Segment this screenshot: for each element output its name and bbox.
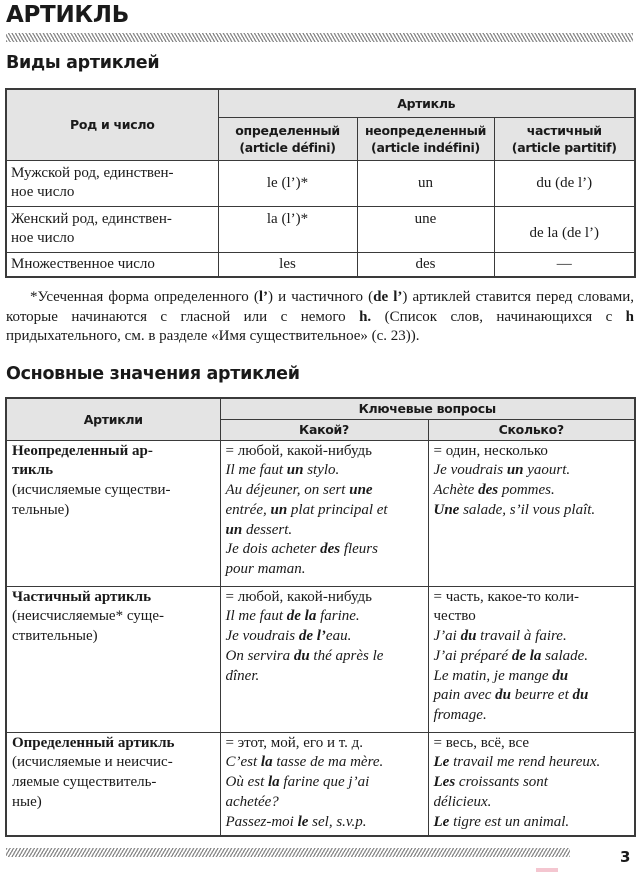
example-text: J’ai — [433, 628, 461, 645]
example-sentence — [226, 667, 424, 687]
meaning: = весь, всё, все — [433, 734, 530, 751]
table-row — [6, 160, 635, 206]
table-row — [6, 440, 635, 586]
how-many-cell — [428, 586, 635, 732]
row-label-line: ное число — [11, 230, 75, 246]
article-note: (неисчисляемые* суще- — [12, 608, 164, 625]
examples — [434, 627, 631, 726]
cell-definite: le (l’)* — [218, 160, 357, 206]
example-sentence — [434, 501, 631, 521]
example-text: stylo. — [303, 462, 340, 479]
example-text: C’est — [225, 754, 261, 771]
header-gender-number: Род и число — [6, 89, 218, 160]
header-partitive — [494, 117, 635, 160]
article-meanings-table — [5, 397, 636, 837]
which-cell — [220, 732, 428, 836]
article-highlight: du — [552, 667, 569, 684]
article-highlight: de la — [286, 608, 317, 625]
article-highlight: le — [297, 813, 309, 830]
article-highlight: Les — [433, 774, 456, 791]
meaning: = любой, какой-нибудь — [225, 588, 372, 605]
article-note: ляемые существитель- — [12, 774, 157, 791]
example-text: farine. — [316, 608, 360, 625]
section-title-article-types: Виды артиклей — [6, 53, 160, 73]
example-sentence — [434, 481, 631, 501]
example-sentence — [434, 793, 631, 813]
article-highlight: du — [495, 687, 511, 704]
example-text: Passez-moi — [225, 813, 298, 830]
meaning: = один, несколько — [433, 442, 548, 459]
example-text: Au déjeuner, on sert — [225, 482, 350, 499]
article-highlight: de l’ — [298, 628, 326, 645]
table-row — [6, 252, 635, 277]
article-note: ные) — [12, 793, 42, 810]
header-definite-fr: (article défini) — [239, 139, 336, 155]
example-sentence — [226, 627, 424, 647]
meaning: = этот, мой, его и т. д. — [225, 734, 364, 751]
example-sentence — [434, 627, 631, 647]
which-cell — [220, 586, 428, 732]
examples — [226, 461, 424, 580]
examples — [434, 461, 631, 520]
article-highlight: une — [349, 482, 373, 499]
article-name: тикль — [12, 462, 54, 479]
footnote-text: (Список слов, начинающихся с — [371, 308, 626, 325]
examples — [226, 607, 424, 686]
footnote — [6, 288, 634, 347]
example-text: salade. — [541, 647, 589, 664]
example-sentence — [226, 753, 424, 773]
example-sentence — [434, 461, 631, 481]
example-sentence — [226, 461, 424, 481]
footnote-text: *Усеченная форма определенного ( — [30, 289, 259, 305]
example-sentence — [226, 607, 424, 627]
footnote-text: придыхательного, см. в разделе «Имя существительное» (с. 23)). — [6, 328, 420, 344]
example-text: entrée, — [225, 501, 271, 518]
article-highlight: la — [260, 754, 273, 771]
row-label-line: Женский род, единствен- — [11, 211, 172, 227]
example-sentence — [434, 667, 631, 687]
article-highlight: un — [286, 462, 304, 479]
header-how-many: Сколько? — [428, 419, 635, 440]
example-sentence — [226, 540, 424, 560]
example-text: Il me faut — [225, 462, 287, 479]
how-many-cell — [428, 732, 635, 836]
article-note: ствительные) — [12, 628, 98, 645]
example-text: thé après le — [309, 647, 384, 664]
meaning: = часть, какое-то коли- — [433, 588, 579, 605]
example-text: tasse de ma mère. — [272, 754, 384, 771]
example-text: dessert. — [242, 521, 293, 538]
header-indefinite — [357, 117, 494, 160]
examples — [226, 753, 424, 832]
article-name-cell — [6, 732, 220, 836]
row-label: Множественное число — [6, 252, 218, 277]
article-types-table — [5, 88, 636, 278]
example-text: pour maman. — [225, 561, 306, 578]
article-highlight: Le — [433, 754, 450, 771]
article-name-cell — [6, 586, 220, 732]
footnote-text: ) артиклей ставится перед словами, которые начинаются с гласной или с немого — [6, 289, 635, 325]
article-name: Неопределенный ар- — [12, 442, 153, 459]
decorative-hatch-divider — [6, 848, 570, 857]
article-note: (исчисляемые и неисчис- — [12, 754, 173, 771]
table-row — [6, 586, 635, 732]
article-name: Частичный артикль — [12, 588, 152, 605]
which-cell — [220, 440, 428, 586]
footnote-bold: h — [625, 308, 635, 325]
table-row — [6, 206, 635, 252]
example-sentence — [226, 560, 424, 580]
example-text: Le matin, je mange — [433, 667, 553, 684]
example-text: Il me faut — [225, 608, 287, 625]
article-highlight: du — [572, 687, 589, 704]
row-label — [6, 160, 218, 206]
article-highlight: un — [225, 521, 243, 538]
meaning: чество — [433, 608, 476, 625]
example-text: achetée? — [225, 793, 279, 810]
section-title-article-meanings: Основные значения артиклей — [6, 364, 300, 384]
article-highlight: un — [270, 501, 288, 518]
decorative-mark — [536, 868, 558, 872]
example-sentence — [434, 753, 631, 773]
header-partitive-ru: частичный — [526, 122, 602, 138]
page-title: АРТИКЛЬ — [6, 2, 129, 28]
example-sentence — [226, 773, 424, 793]
example-sentence — [226, 521, 424, 541]
example-text: yaourt. — [523, 462, 571, 479]
footnote-text: ) и частичного ( — [268, 289, 374, 305]
example-text: Où est — [225, 774, 268, 791]
example-sentence — [226, 647, 424, 667]
header-which: Какой? — [220, 419, 428, 440]
article-highlight: du — [460, 628, 477, 645]
example-text: salade, s’il vous plaît. — [459, 501, 596, 518]
cell-indefinite: un — [357, 160, 494, 206]
article-highlight: du — [293, 647, 310, 664]
footnote-bold: l’ — [258, 289, 269, 305]
example-text: Je voudrais — [225, 628, 299, 645]
cell-definite: les — [218, 252, 357, 277]
header-article-group: Артикль — [218, 89, 635, 117]
example-sentence — [434, 706, 631, 726]
header-definite-ru: определенный — [235, 122, 340, 138]
example-text: pain avec — [433, 687, 496, 704]
row-label-line: ное число — [11, 184, 75, 200]
article-highlight: Le — [433, 813, 450, 830]
header-indefinite-fr: (article indéfini) — [371, 139, 480, 155]
example-text: sel, s.v.p. — [308, 813, 367, 830]
example-sentence — [226, 501, 424, 521]
example-sentence — [434, 813, 631, 833]
how-many-cell — [428, 440, 635, 586]
example-text: Achète — [433, 482, 479, 499]
article-highlight: des — [478, 482, 499, 499]
example-text: pommes. — [498, 482, 555, 499]
example-text: croissants sont — [455, 774, 548, 791]
header-articles: Артикли — [6, 398, 220, 440]
cell-partitive: — — [494, 252, 635, 277]
example-text: fleurs — [340, 541, 378, 558]
example-text: délicieux. — [433, 793, 492, 810]
footnote-bold: h. — [359, 308, 372, 325]
example-text: plat principal et — [287, 501, 388, 518]
article-highlight: Une — [433, 501, 460, 518]
example-text: beurre et — [510, 687, 573, 704]
cell-indefinite: une — [357, 206, 494, 252]
example-text: dîner. — [225, 667, 260, 684]
example-text: fromage. — [433, 707, 487, 724]
article-note: тельные) — [12, 501, 70, 518]
article-highlight: la — [268, 774, 280, 791]
meaning: = любой, какой-нибудь — [225, 442, 372, 459]
example-text: farine que j’ai — [279, 774, 370, 791]
article-highlight: un — [506, 462, 524, 479]
footnote-bold: de l’ — [373, 289, 403, 305]
example-sentence — [434, 647, 631, 667]
decorative-hatch-divider — [6, 33, 633, 42]
example-sentence — [226, 481, 424, 501]
page-number: 3 — [620, 848, 631, 866]
article-name-cell — [6, 440, 220, 586]
cell-indefinite: des — [357, 252, 494, 277]
article-note: (исчисляемые существи- — [12, 482, 171, 499]
example-text: On servira — [225, 647, 294, 664]
example-text: Je dois acheter — [225, 541, 321, 558]
example-sentence — [226, 793, 424, 813]
example-text: eau. — [325, 628, 352, 645]
example-sentence — [226, 813, 424, 833]
example-text: Je voudrais — [433, 462, 507, 479]
example-sentence — [434, 773, 631, 793]
example-text: travail à faire. — [476, 628, 567, 645]
header-partitive-fr: (article partitif) — [511, 139, 617, 155]
table-row — [6, 732, 635, 836]
cell-definite: la (l’)* — [218, 206, 357, 252]
example-text: tigre est un animal. — [449, 813, 570, 830]
article-highlight: de la — [511, 647, 542, 664]
row-label — [6, 206, 218, 252]
cell-partitive: de la (de l’) — [494, 206, 635, 252]
article-highlight: des — [320, 541, 341, 558]
header-definite — [218, 117, 357, 160]
header-key-questions: Ключевые вопросы — [220, 398, 635, 419]
article-name: Определенный артикль — [12, 734, 175, 751]
example-text: J’ai préparé — [433, 647, 512, 664]
example-text: travail me rend heureux. — [449, 754, 601, 771]
examples — [434, 753, 631, 832]
row-label-line: Мужской род, единствен- — [11, 165, 174, 181]
cell-partitive: du (de l’) — [494, 160, 635, 206]
header-indefinite-ru: неопределенный — [364, 122, 487, 138]
example-sentence — [434, 686, 631, 706]
